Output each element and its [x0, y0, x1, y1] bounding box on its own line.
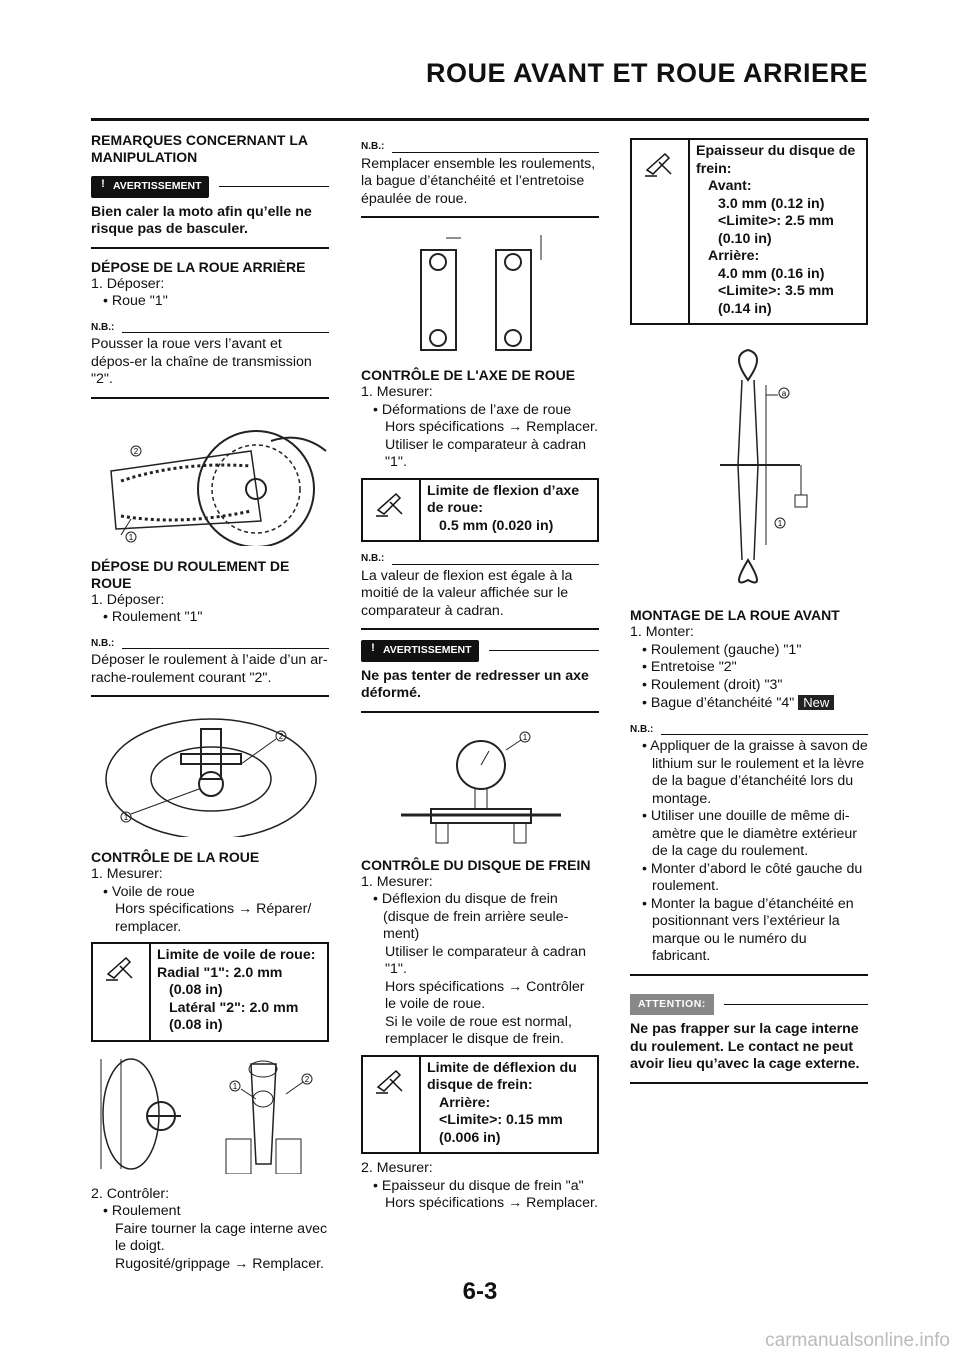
callout-a: a: [781, 389, 787, 398]
step-text: 2. Mesurer:: [361, 1160, 433, 1176]
note-block: [361, 550, 599, 630]
bullet-text: • Entretoise "2": [642, 659, 737, 675]
spec-line: 0.5 mm (0.020 in): [439, 517, 554, 534]
note-label: N.B.:: [361, 553, 385, 564]
spec-line: (0.14 in): [718, 300, 772, 317]
spec-box: [630, 138, 868, 325]
caliper-icon: [93, 944, 151, 1040]
bearing-puller-illustration: [91, 709, 329, 837]
dial-gauge-axle-illustration: [361, 725, 599, 845]
body-text: Hors spécifications → Remplacer.: [385, 419, 598, 435]
step-text: 1. Mesurer:: [361, 384, 433, 400]
header-rule: [91, 118, 869, 121]
watermark: carmanualsonline.info: [765, 1330, 950, 1351]
spec-box: [361, 1055, 599, 1155]
note-bullet: • Monter d’abord le côté gauche du roulement.: [642, 860, 863, 894]
callout-1: 1: [128, 532, 134, 542]
spec-line: 3.0 mm (0.12 in): [718, 195, 825, 212]
warning-text: Ne pas tenter de redresser un axe déformé.: [361, 667, 589, 701]
bullet-text: • Déflexion du disque de frein (disque de frein arrière seule-ment): [373, 891, 569, 942]
step-text: 1. Déposer:: [91, 591, 165, 608]
page-number: 6-3: [462, 1278, 498, 1305]
spec-line: (0.10 in): [718, 230, 772, 247]
body-text: Utiliser le comparateur à cadran "1".: [385, 943, 587, 977]
callout-2: 2: [304, 1074, 310, 1084]
note-label: N.B.:: [630, 723, 654, 735]
warning-badge: ! AVERTISSEMENT: [361, 640, 479, 662]
spec-line: Arrière:: [708, 248, 760, 264]
spec-line: (0.006 in): [439, 1129, 501, 1146]
note-text: La valeur de flexion est égale à la moitié de la valeur affichée sur le comparateur à cadran.: [361, 567, 573, 619]
spec-line: Avant:: [708, 178, 752, 194]
bullet-text: • Roulement (gauche) "1": [642, 641, 802, 658]
body-text: Utiliser le comparateur à cadran "1".: [385, 436, 587, 470]
spec-line: (0.08 in): [169, 982, 223, 998]
step-text: 1. Monter:: [630, 624, 694, 640]
rear-wheel-chain-illustration: [91, 411, 329, 546]
spec-line: Limite de déflexion du disque de frein:: [427, 1059, 577, 1093]
caliper-icon: [363, 1057, 421, 1153]
runout-check-illustration: [91, 1054, 329, 1174]
bearing-section-illustration: [361, 230, 599, 355]
section-title-axle-check: CONTRÔLE DE L'AXE DE ROUE: [361, 367, 576, 383]
spec-box: [361, 478, 599, 543]
bullet-text: • Voile de roue: [103, 883, 195, 900]
note-label: N.B.:: [91, 637, 115, 649]
step-text: 1. Mesurer:: [361, 873, 433, 890]
spec-line: <Limite>: 0.15 mm: [439, 1112, 563, 1128]
callout-1: 1: [522, 732, 528, 742]
section-title-bearing-removal: DÉPOSE DU ROULEMENT DE ROUE: [91, 557, 290, 591]
spec-line: Arrière:: [439, 1094, 491, 1111]
note-label: N.B.:: [361, 141, 385, 152]
note-bullet: • Monter la bague d’étanchéité en positionnant vers l’extérieur la marque ou le numéro du fabricant.: [642, 895, 854, 964]
attention-block: [630, 994, 868, 1084]
caliper-icon: [632, 140, 690, 323]
body-text: Hors spécifications → Contrôler le voile de roue.: [385, 978, 585, 1012]
body-text: Hors spécifications → Réparer/ remplacer.: [115, 901, 312, 935]
note-block: [630, 721, 868, 976]
callout-2: 2: [133, 446, 139, 456]
note-text: Remplacer ensemble les roulements, la bague d’étanchéité et l’entretoise épaulée de roue.: [361, 155, 596, 207]
caliper-icon: [363, 480, 421, 541]
section-title-rear-wheel-removal: DÉPOSE DE LA ROUE ARRIÈRE: [91, 258, 306, 275]
note-text: Pousser la roue vers l’avant et dépos-er la chaîne de transmission "2".: [91, 336, 312, 387]
spec-line: Limite de voile de roue:: [157, 947, 316, 963]
step-text: 1. Déposer:: [91, 275, 165, 292]
column-2: [361, 132, 599, 1213]
note-block: [91, 635, 329, 698]
step-text: 1. Mesurer:: [91, 866, 163, 882]
spec-line: Epaisseur du disque de frein:: [696, 143, 856, 177]
column-3: [630, 138, 868, 1084]
body-text: Rugosité/grippage → Remplacer.: [115, 1255, 324, 1272]
new-badge: New: [798, 695, 834, 710]
section-title-brake-disc-check: CONTRÔLE DU DISQUE DE FREIN: [361, 856, 591, 873]
bullet-text: • Roulement "1": [103, 609, 203, 625]
bullet-text: • Roulement: [103, 1203, 181, 1219]
section-title-wheel-check: CONTRÔLE DE LA ROUE: [91, 849, 260, 865]
bullet-text: • Bague d’étanchéité "4": [642, 695, 795, 711]
spec-line: <Limite>: 3.5 mm: [718, 283, 834, 299]
warning-badge: ! AVERTISSEMENT: [91, 176, 209, 198]
callout-1: 1: [123, 813, 129, 822]
page-title: ROUE AVANT ET ROUE ARRIERE: [425, 58, 868, 88]
note-bullet: • Appliquer de la graisse à savon de lithium sur le roulement et la lèvre de la bague d’étanchéité lors du montage.: [642, 738, 868, 807]
body-text: Hors spécifications → Remplacer.: [385, 1195, 598, 1211]
bullet-text: • Roulement (droit) "3": [642, 676, 783, 693]
spec-line: Radial "1": 2.0 mm: [157, 964, 283, 981]
bullet-line-with-badge: [630, 694, 868, 713]
warning-text: Bien caler la moto afin qu’elle ne risque pas de basculer.: [91, 203, 312, 237]
callout-1: 1: [777, 519, 783, 528]
warning-block: [91, 176, 329, 249]
disc-thickness-illustration: [630, 345, 868, 595]
body-text: Faire tourner la cage interne avec le doigt.: [115, 1220, 328, 1254]
note-block: [361, 138, 599, 218]
bullet-text: • Roue "1": [103, 293, 168, 309]
attention-text: Ne pas frapper sur la cage interne du roulement. Le contact ne peut avoir lieu qu’avec la cage externe.: [630, 1021, 860, 1072]
spec-line: <Limite>: 2.5 mm: [718, 213, 834, 229]
attention-badge: ATTENTION:: [630, 994, 714, 1016]
callout-2: 2: [278, 732, 284, 741]
warning-block: [361, 640, 599, 713]
spec-line: Latéral "2": 2.0 mm: [169, 999, 299, 1016]
callout-1: 1: [232, 1081, 238, 1091]
note-bullet: • Utiliser une douille de même di-amètre que le diamètre extérieur de la cage du roulement.: [642, 808, 858, 859]
spec-box: [91, 942, 329, 1042]
spec-line: (0.08 in): [169, 1017, 223, 1033]
body-text: Si le voile de roue est normal, remplacer le disque de frein.: [385, 1013, 572, 1047]
section-title-front-wheel-install: MONTAGE DE LA ROUE AVANT: [630, 607, 840, 623]
note-label: N.B.:: [91, 321, 115, 333]
note-text: Déposer le roulement à l’aide d’un ar-rache-roulement courant "2".: [91, 652, 328, 686]
note-block: [91, 319, 329, 399]
column-1: [91, 132, 329, 1273]
spec-line: Limite de flexion d’axe de roue:: [427, 482, 580, 516]
spec-line: 4.0 mm (0.16 in): [718, 265, 825, 282]
bullet-text: • Déformations de l’axe de roue: [373, 401, 572, 418]
bullet-text: • Epaisseur du disque de frein "a": [373, 1177, 584, 1194]
section-title-handling: REMARQUES CONCERNANT LA MANIPULATION: [91, 132, 308, 165]
step-text: 2. Contrôler:: [91, 1185, 170, 1202]
